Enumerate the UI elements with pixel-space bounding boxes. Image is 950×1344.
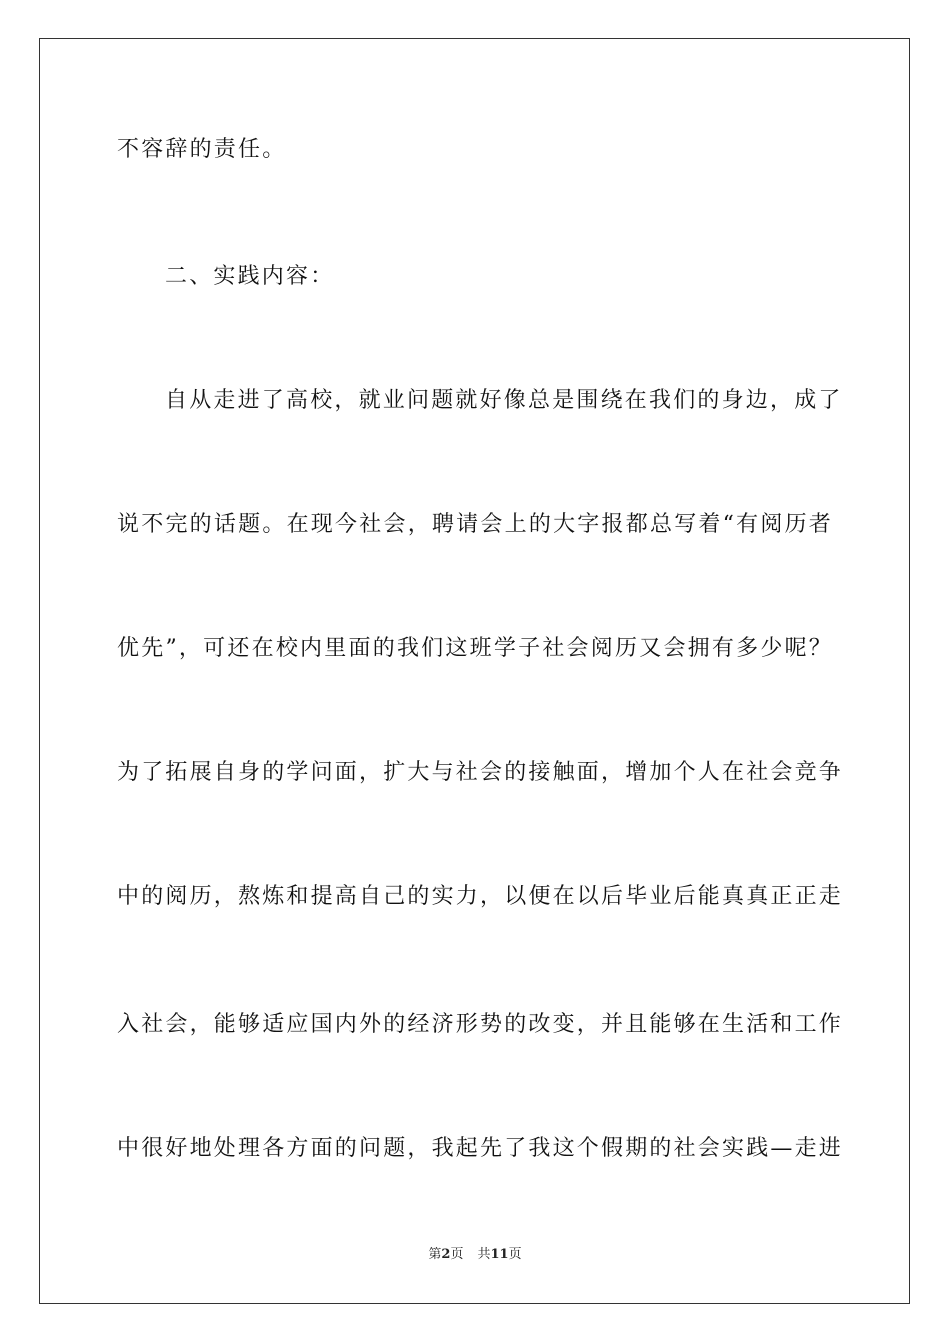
page-label-suffix: 页 — [450, 1247, 464, 1262]
section-heading: 二、实践内容： — [165, 264, 335, 289]
paragraph-line: 优先”，可还在校内里面的我们这班学子社会阅历又会拥有多少呢？ — [117, 636, 833, 661]
paragraph-line: 自从走进了高校，就业问题就好像总是围绕在我们的身边，成了 — [165, 388, 843, 413]
total-label-prefix: 共 — [477, 1247, 491, 1262]
page-number: 2 — [441, 1247, 451, 1262]
paragraph-line: 为了拓展自身的学问面，扩大与社会的接触面，增加个人在社会竞争 — [117, 760, 844, 785]
page-border — [39, 38, 910, 1304]
page-footer — [0, 1246, 950, 1264]
page-label-prefix: 第 — [428, 1247, 442, 1262]
paragraph-line: 不容辞的责任。 — [117, 137, 287, 162]
paragraph-line: 入社会，能够适应国内外的经济形势的改变，并且能够在生活和工作 — [117, 1012, 844, 1037]
paragraph-line: 说不完的话题。在现今社会，聘请会上的大字报都总写着“有阅历者 — [117, 512, 833, 537]
paragraph-line: 中的阅历，熬炼和提高自己的实力，以便在以后毕业后能真真正正走 — [117, 884, 844, 909]
paragraph-line: 中很好地处理各方面的问题，我起先了我这个假期的社会实践—走进 — [117, 1136, 844, 1161]
total-label-suffix: 页 — [508, 1247, 522, 1262]
total-pages: 11 — [490, 1247, 509, 1262]
